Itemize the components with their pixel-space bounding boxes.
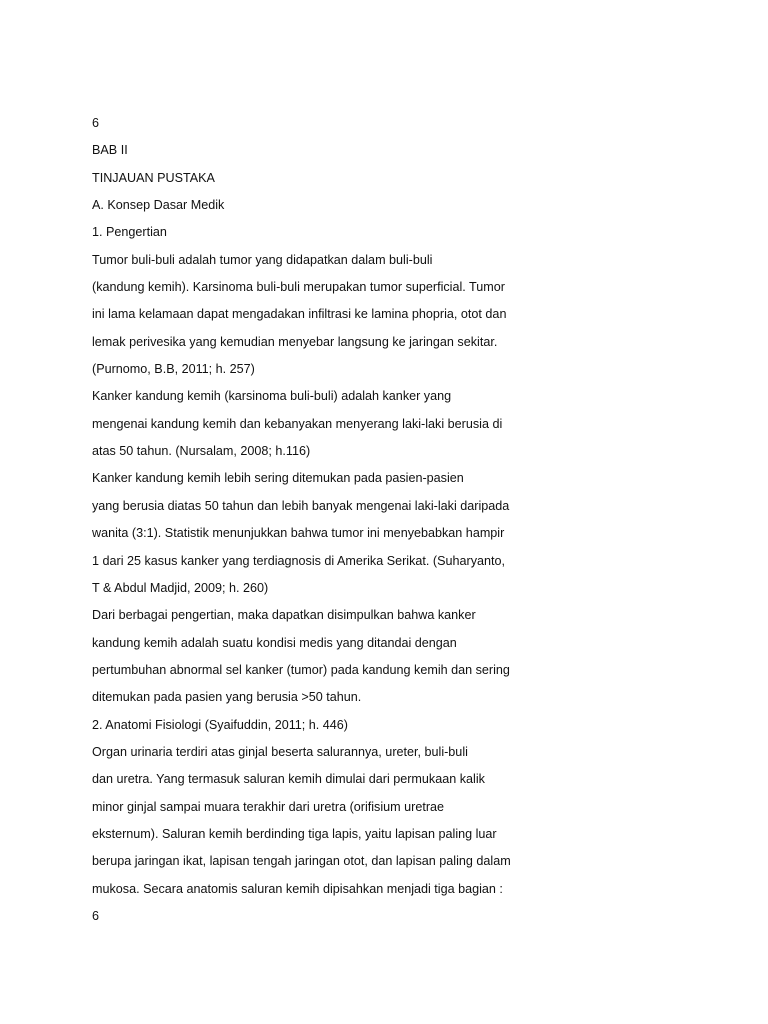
paragraph-line: minor ginjal sampai muara terakhir dari uretra (orifisium uretrae xyxy=(92,799,445,814)
page-number-bottom: 6 xyxy=(92,908,100,923)
section-heading: A. Konsep Dasar Medik xyxy=(92,198,225,213)
paragraph-line: Kanker kandung kemih lebih sering ditemukan pada pasien-pasien xyxy=(92,471,464,486)
paragraph-line: ditemukan pada pasien yang berusia >50 tahun. xyxy=(92,690,362,705)
paragraph-line: berupa jaringan ikat, lapisan tengah jaringan otot, dan lapisan paling dalam xyxy=(92,854,511,869)
paragraph-line: mukosa. Secara anatomis saluran kemih dipisahkan menjadi tiga bagian : xyxy=(92,881,503,896)
paragraph-line: Organ urinaria terdiri atas ginjal beserta salurannya, ureter, buli-buli xyxy=(92,744,468,759)
paragraph-line: yang berusia diatas 50 tahun dan lebih banyak mengenai laki-laki daripada xyxy=(92,498,510,513)
paragraph-line: Dari berbagai pengertian, maka dapatkan disimpulkan bahwa kanker xyxy=(92,608,476,623)
paragraph-line: wanita (3:1). Statistik menunjukkan bahwa tumor ini menyebabkan hampir xyxy=(92,526,505,541)
paragraph-line: Tumor buli-buli adalah tumor yang didapatkan dalam buli-buli xyxy=(92,252,433,267)
subsection-heading: 1. Pengertian xyxy=(92,225,167,240)
paragraph-line: kandung kemih adalah suatu kondisi medis yang ditandai dengan xyxy=(92,635,457,650)
chapter-label: BAB II xyxy=(92,143,128,158)
subsection-heading: 2. Anatomi Fisiologi (Syaifuddin, 2011; h. 446) xyxy=(92,717,348,732)
citation-line: T & Abdul Madjid, 2009; h. 260) xyxy=(92,580,269,595)
paragraph-line: mengenai kandung kemih dan kebanyakan menyerang laki-laki berusia di xyxy=(92,416,503,431)
paragraph-line: dan uretra. Yang termasuk saluran kemih dimulai dari permukaan kalik xyxy=(92,772,485,787)
paragraph-line: ini lama kelamaan dapat mengadakan infiltrasi ke lamina phopria, otot dan xyxy=(92,307,507,322)
paragraph-line: 1 dari 25 kasus kanker yang terdiagnosis di Amerika Serikat. (Suharyanto, xyxy=(92,553,506,568)
page-number-top: 6 xyxy=(92,116,100,130)
paragraph-line: eksternum). Saluran kemih berdinding tiga lapis, yaitu lapisan paling luar xyxy=(92,826,497,841)
paragraph-line: (kandung kemih). Karsinoma buli-buli merupakan tumor superficial. Tumor xyxy=(92,280,505,295)
paragraph-line: Kanker kandung kemih (karsinoma buli-buli) adalah kanker yang xyxy=(92,389,452,404)
chapter-title: TINJAUAN PUSTAKA xyxy=(92,170,215,185)
paragraph-line: lemak perivesika yang kemudian menyebar langsung ke jaringan sekitar. xyxy=(92,334,498,349)
paragraph-line: atas 50 tahun. (Nursalam, 2008; h.116) xyxy=(92,444,311,459)
citation-line: (Purnomo, B.B, 2011; h. 257) xyxy=(92,362,255,377)
paragraph-line: pertumbuhan abnormal sel kanker (tumor) pada kandung kemih dan sering xyxy=(92,662,510,677)
document-body xyxy=(92,113,712,933)
